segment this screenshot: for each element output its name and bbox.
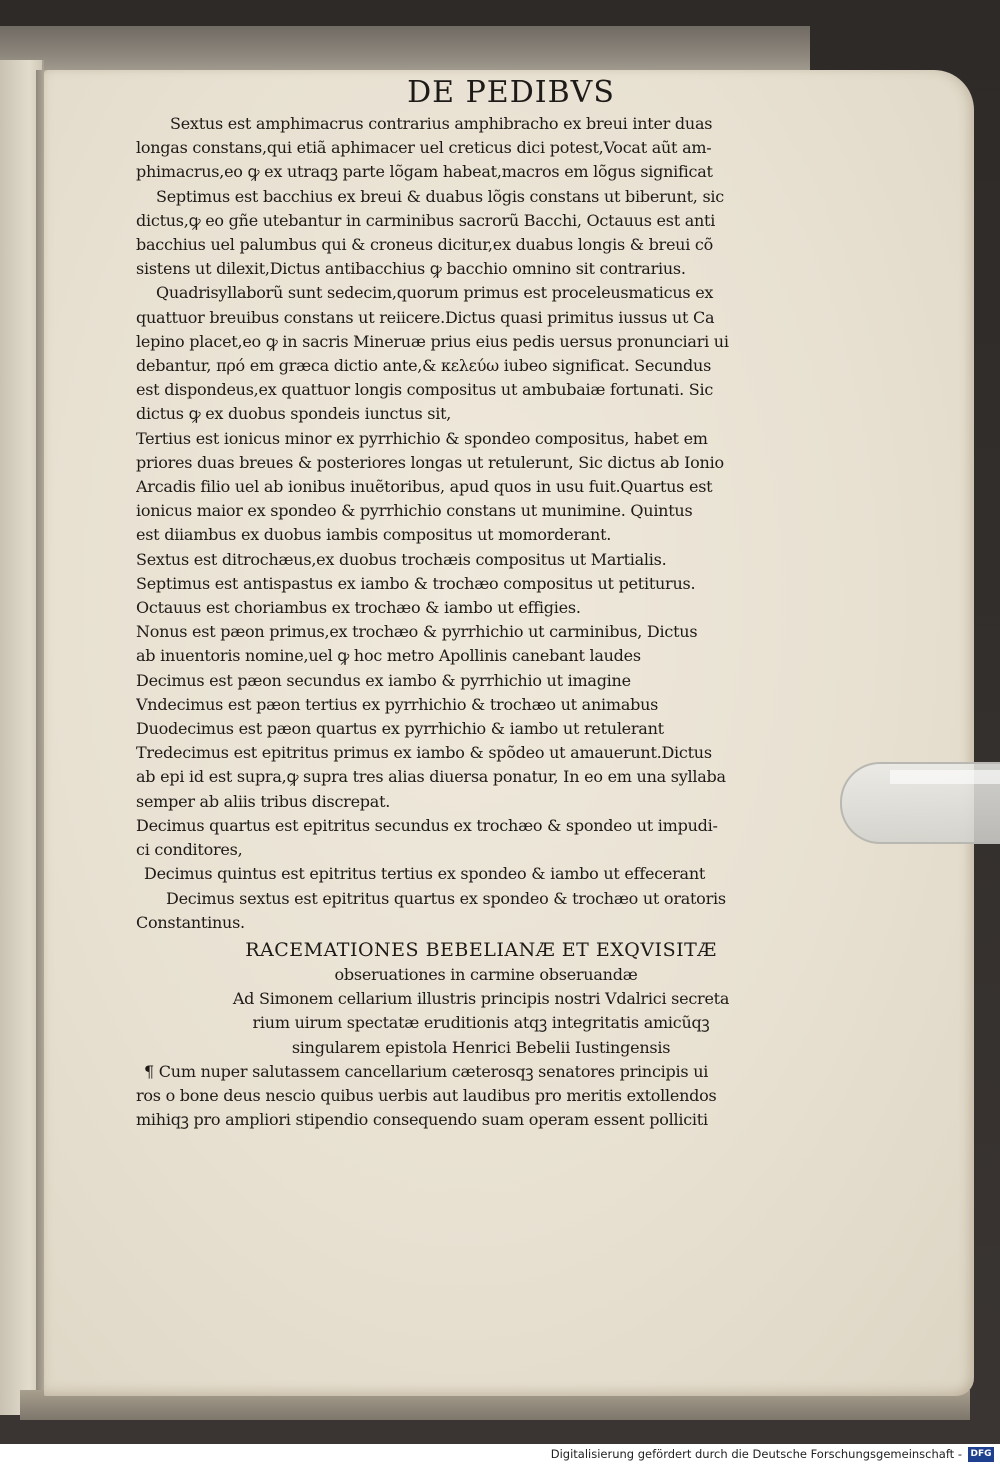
- text-line: mihiqꝫ pro ampliori stipendio consequendo suam operam essent polliciti: [136, 1110, 708, 1130]
- section-subtitle-line: singularem epistola Henrici Bebelii Iustingensis: [291, 1037, 671, 1057]
- text-line: Tredecimus est epitritus primus ex iambo & spõdeo ut amauerunt.Dictus: [136, 743, 712, 763]
- text-line: Vndecimus est pæon tertius ex pyrrhichio & trochæo ut animabus: [136, 694, 659, 714]
- letter-opening: [136, 1060, 826, 1133]
- section-subtitle-line: Ad Simonem cellarium illustris principis nostri Vdalrici secreta: [232, 989, 730, 1009]
- section-subtitle-line: obseruationes in carmine obseruandæ: [334, 964, 638, 984]
- text-line: dictus ꝙ ex duobus spondeis iunctus sit,: [136, 404, 452, 424]
- text-line: Sextus est ditrochæus,ex duobus trochæis compositus ut Martialis.: [136, 549, 667, 569]
- text-line: phimacrus,eo ꝙ ex utraqꝫ parte lõgam habeat,macros em lõgus significat: [136, 162, 713, 182]
- text-line: Septimus est antispastus ex iambo & trochæo compositus ut petiturus.: [136, 573, 696, 593]
- paragraph-epitritus-quartus: [136, 887, 826, 935]
- page-heading: DE PEDIBVS: [407, 75, 615, 110]
- footer-credit: Digitalisierung gefördert durch die Deutsche Forschungsgemeinschaft -: [550, 1447, 962, 1461]
- text-line: ab epi id est supra,ꝙ supra tres alias diuersa ponatur, In eo em una syllaba: [136, 767, 726, 787]
- text-line: semper ab aliis tribus discrepat.: [136, 791, 391, 811]
- text-line: quattuor breuibus constans ut reiicere.Dictus quasi primitus iussus ut Ca: [136, 307, 715, 327]
- book-top-edge: [0, 26, 810, 76]
- text-line: est dispondeus,ex quattuor longis compositus ut ambubaiæ fortunati. Sic: [136, 380, 714, 400]
- paragraph-epitritus-tertius: [136, 862, 826, 886]
- page-clip-highlight: [890, 770, 1000, 784]
- text-line: longas constans,qui etiã aphimacer uel creticus dici potest,Vocat aũt am-: [136, 138, 712, 158]
- text-line: Decimus sextus est epitritus quartus ex spondeo & trochæo ut oratoris: [166, 888, 726, 908]
- text-line: Decimus quartus est epitritus secundus ex trochæo & spondeo ut impudi-: [136, 815, 718, 835]
- text-line: Quadrisyllaborũ sunt sedecim,quorum primus est proceleusmaticus ex: [156, 283, 714, 303]
- section-subtitle-line: rium uirum spectatæ eruditionis atqꝫ integritatis amicũqꝫ: [252, 1013, 710, 1033]
- text-line: sistens ut dilexit,Dictus antibacchius ꝙ bacchio omnino sit contrarius.: [136, 259, 686, 279]
- paragraph-ionicus: [136, 427, 826, 548]
- text-line: Septimus est bacchius ex breui & duabus lõgis constans ut biberunt, sic: [156, 186, 724, 206]
- paragraph-quadrisyllables: [136, 281, 826, 426]
- text-line: dictus,ꝙ eo gñe utebantur in carminibus sacrorũ Bacchi, Octauus est anti: [136, 210, 716, 230]
- text-line: bacchius uel palumbus qui & croneus dicitur,ex duabus longis & breui cõ: [136, 235, 714, 255]
- text-line: est diiambus ex duobus iambis compositus ut momorderant.: [136, 525, 612, 545]
- text-line: debantur, πρό em græca dictio ante,& κελεύω iubeo significat. Secundus: [136, 356, 712, 376]
- text-line: Arcadis filio uel ab ionibus inuẽtoribus, apud quos in usu fuit.Quartus est: [136, 477, 713, 497]
- paragraph-paeon-epitritus: [136, 548, 826, 814]
- page-text: [136, 76, 826, 1132]
- text-line: ¶ Cum nuper salutassem cancellarium cæterosqꝫ senatores principis ui: [144, 1061, 709, 1081]
- text-line: ros o bone deus nescio quibus uerbis aut laudibus pro meritis extollendos: [136, 1085, 717, 1105]
- text-line: Decimus est pæon secundus ex iambo & pyrrhichio ut imagine: [136, 670, 631, 690]
- text-line: Duodecimus est pæon quartus ex pyrrhichio & iambo ut retulerant: [136, 719, 664, 739]
- text-line: priores duas breues & posteriores longas ut retulerunt, Sic dictus ab Ionio: [136, 452, 724, 472]
- paragraph-epitritus-secundus: [136, 814, 826, 862]
- text-line: Octauus est choriambus ex trochæo & iambo ut effigies.: [136, 598, 581, 618]
- text-line: Tertius est ionicus minor ex pyrrhichio & spondeo compositus, habet em: [136, 428, 708, 448]
- text-line: ionicus maior ex spondeo & pyrrhichio constans ut munimine. Quintus: [136, 501, 693, 521]
- text-line: Constantinus.: [136, 912, 245, 932]
- digitization-footer: [0, 1444, 1000, 1466]
- text-line: Nonus est pæon primus,ex trochæo & pyrrhichio ut carminibus, Dictus: [136, 622, 698, 642]
- text-line: ab inuentoris nomine,uel ꝙ hoc metro Apollinis canebant laudes: [136, 646, 641, 666]
- text-line: lepino placet,eo ꝙ in sacris Mineruæ prius eius pedis uersus pronunciari ui: [136, 331, 729, 351]
- text-line: Sextus est amphimacrus contrarius amphibracho ex breui inter duas: [170, 114, 713, 133]
- dfg-logo: DFG: [968, 1447, 994, 1462]
- text-line: Decimus quintus est epitritus tertius ex spondeo & iambo ut effecerant: [144, 864, 706, 884]
- paragraph-bacchius: [136, 185, 826, 282]
- section-title: RACEMATIONES BEBELIANÆ ET EXQVISITÆ: [245, 938, 717, 961]
- text-line: ci conditores,: [136, 840, 243, 860]
- paragraph-amphimacrus: [136, 112, 826, 185]
